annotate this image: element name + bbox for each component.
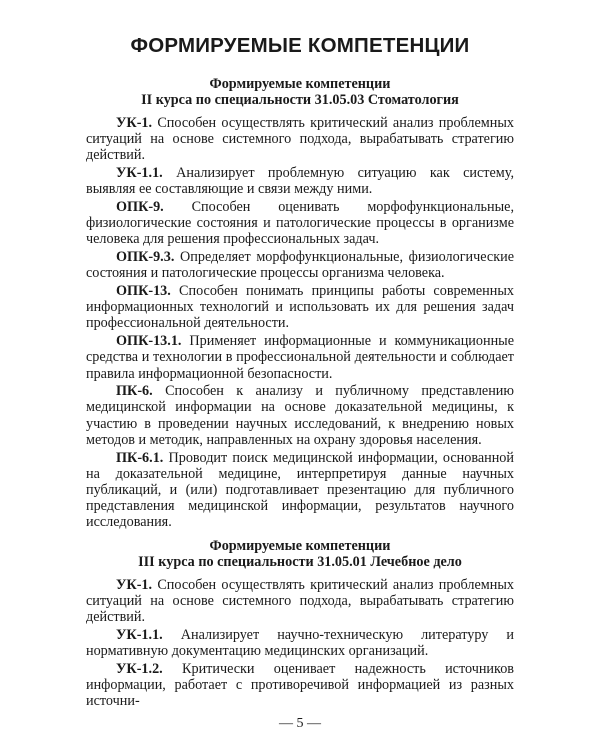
section-heading-line1: Формируемые компетенции xyxy=(209,76,391,92)
competency-code: ПК-6. xyxy=(116,383,153,400)
section-heading xyxy=(0,538,600,570)
competency-item xyxy=(86,627,514,659)
page-title: ФОРМИРУЕМЫЕ КОМПЕТЕНЦИИ xyxy=(130,34,470,57)
competency-text: Критически оценивает надежность источников информации, работает с противоречивой информацией из разных источни- xyxy=(86,661,514,710)
competency-code: УК-1. xyxy=(116,577,153,593)
competency-code: ОПК-9.3. xyxy=(116,249,175,266)
competency-item xyxy=(86,115,514,164)
competency-code: ОПК-13.1. xyxy=(116,333,182,350)
competency-text: Применяет информационные и коммуникационные средства и технологии в профессиональной деятельности и соблюдает правила информационной безопасности. xyxy=(86,333,514,382)
competency-code: ОПК-13. xyxy=(116,283,171,300)
competency-text: Способен оценивать морфофункциональные, физиологические состояния и патологические процессы в организме человека для решения профессиональных задач. xyxy=(86,199,514,248)
competency-text: Анализирует научно-техническую литературу и нормативную документацию медицинских организаций. xyxy=(86,627,514,660)
competency-text: Анализирует проблемную ситуацию как систему, выявляя ее составляющие и связи между ними. xyxy=(86,165,514,198)
competency-code: УК-1.2. xyxy=(116,661,163,678)
competency-code: УК-1.1. xyxy=(116,165,163,182)
competency-text: Определяет морфофункциональные, физиологические состояния и патологические процессы организма человека. xyxy=(86,249,514,282)
competency-text: Способен к анализу и публичному представлению медицинской информации на основе доказательной медицины, к участию в проведении научных исследований, к внедрению новых методов и методик, направленных на охрану здоровья населения. xyxy=(86,383,514,448)
competency-item xyxy=(86,577,514,626)
page-number: — 5 — xyxy=(279,716,321,731)
competency-item xyxy=(86,283,514,332)
competency-item xyxy=(86,165,514,197)
competency-code: УК-1.1. xyxy=(116,627,163,644)
competency-item xyxy=(86,661,514,710)
competency-item xyxy=(86,333,514,382)
section-heading-line2: II курса по специальности 31.05.03 Стоматология xyxy=(141,92,459,108)
competency-text: Способен осуществлять критический анализ проблемных ситуаций на основе системного подхода, вырабатывать стратегию действий. xyxy=(86,577,514,626)
competency-text: Способен понимать принципы работы современных информационных технологий и использовать их для решения задач профессиональной деятельности. xyxy=(86,283,514,332)
section-heading xyxy=(0,76,600,108)
competency-code: УК-1. xyxy=(116,115,153,131)
competency-code: ОПК-9. xyxy=(116,199,164,216)
competency-text: Проводит поиск медицинской информации, основанной на доказательной медицине, интерпретируя данные научных публикаций, и (или) подготавливает презентацию для публичного представления медицинской информации, результатов научного исследования. xyxy=(86,449,514,531)
competency-item xyxy=(86,249,514,281)
competency-item xyxy=(86,199,514,248)
section-competencies-list xyxy=(86,115,514,532)
competency-code: ПК-6.1. xyxy=(116,449,164,466)
competency-item xyxy=(86,383,514,448)
competency-item xyxy=(86,450,514,531)
competency-text: Способен осуществлять критический анализ проблемных ситуаций на основе системного подхода, вырабатывать стратегию действий. xyxy=(86,115,514,164)
section-heading-line2: III курса по специальности 31.05.01 Лечебное дело xyxy=(138,554,462,570)
section-heading-line1: Формируемые компетенции xyxy=(209,538,391,554)
section-competencies-list xyxy=(86,577,514,711)
